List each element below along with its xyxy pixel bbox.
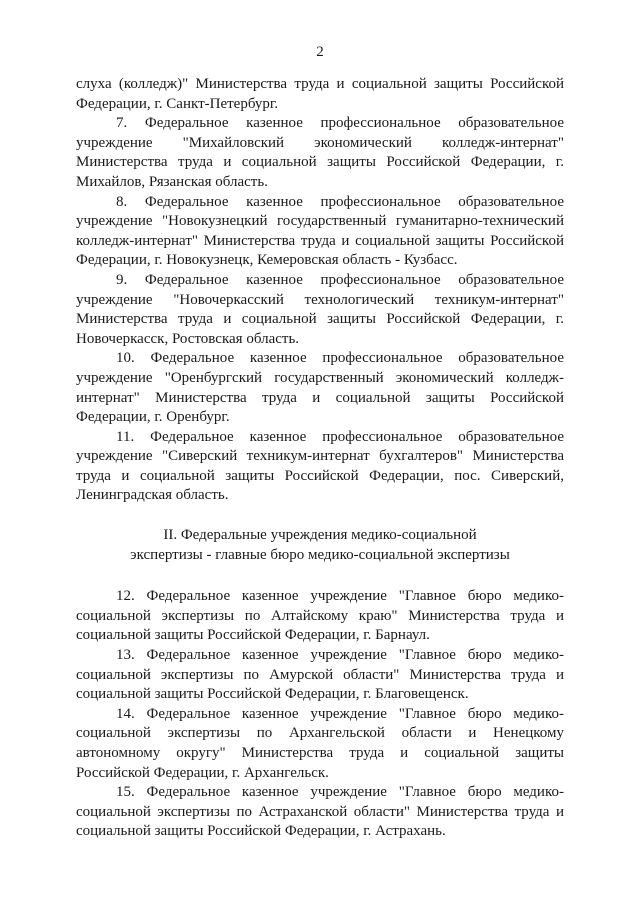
section-heading-line-1: II. Федеральные учреждения медико-социальной [163,527,477,544]
list-item-15: 15. Федеральное казенное учреждение "Главное бюро медико-социальной экспертизы по Астраханской области" Министерства труда и социальной защиты Российской Федерации, г. Астрахань. [76,784,564,840]
list-item-7: 7. Федеральное казенное профессиональное образовательное учреждение "Михайловский экономический колледж-интернат" Министерства труда и социальной защиты Российской Федерации, г. Михайлов, Рязанская область. [76,115,564,190]
paragraph-continuation: слуха (колледж)" Министерства труда и социальной защиты Российской Федерации, г. Санкт-Петербург. [76,76,564,112]
list-item-11: 11. Федеральное казенное профессиональное образовательное учреждение "Сиверский техникум-интернат бухгалтеров" Министерства труда и социальной защиты Российской Федерации, пос. Сиверский, Ленинградская область. [76,428,564,504]
list-item-13: 13. Федеральное казенное учреждение "Главное бюро медико-социальной экспертизы по Амурской области" Министерства труда и социальной защиты Российской Федерации, г. Благовещенск. [76,647,564,703]
list-item-12: 12. Федеральное казенное учреждение "Главное бюро медико-социальной экспертизы по Алтайскому краю" Министерства труда и социальной защиты Российской Федерации, г. Барнаул. [76,588,564,644]
page-number: 2 [316,44,324,60]
document-body [76,75,564,842]
list-item-10: 10. Федеральное казенное профессиональное образовательное учреждение "Оренбургский государственный экономический колледж-интернат" Министерства труда и социальной защиты Российской Федерации, г. Оренбург. [76,350,564,426]
list-item-8: 8. Федеральное казенное профессиональное образовательное учреждение "Новокузнецкий государственный гуманитарно-технический колледж-интернат" Министерства труда и социальной защиты Российской Федерации, г. Новокузнецк, Кемеровская область - Кузбасс. [76,193,564,269]
section-heading-line-2: экспертизы - главные бюро медико-социальной экспертизы [130,546,510,563]
list-item-14: 14. Федеральное казенное учреждение "Главное бюро медико-социальной экспертизы по Архангельской области и Ненецкому автономному округу" Министерства труда и социальной защиты Российской Федерации, г. Архангельск. [76,705,564,781]
list-item-9: 9. Федеральное казенное профессиональное образовательное учреждение "Новочеркасский технологический техникум-интернат" Министерства труда и социальной защиты Российской Федерации, г. Новочеркасск, Ростовская область. [76,271,564,347]
section-heading [76,526,564,565]
